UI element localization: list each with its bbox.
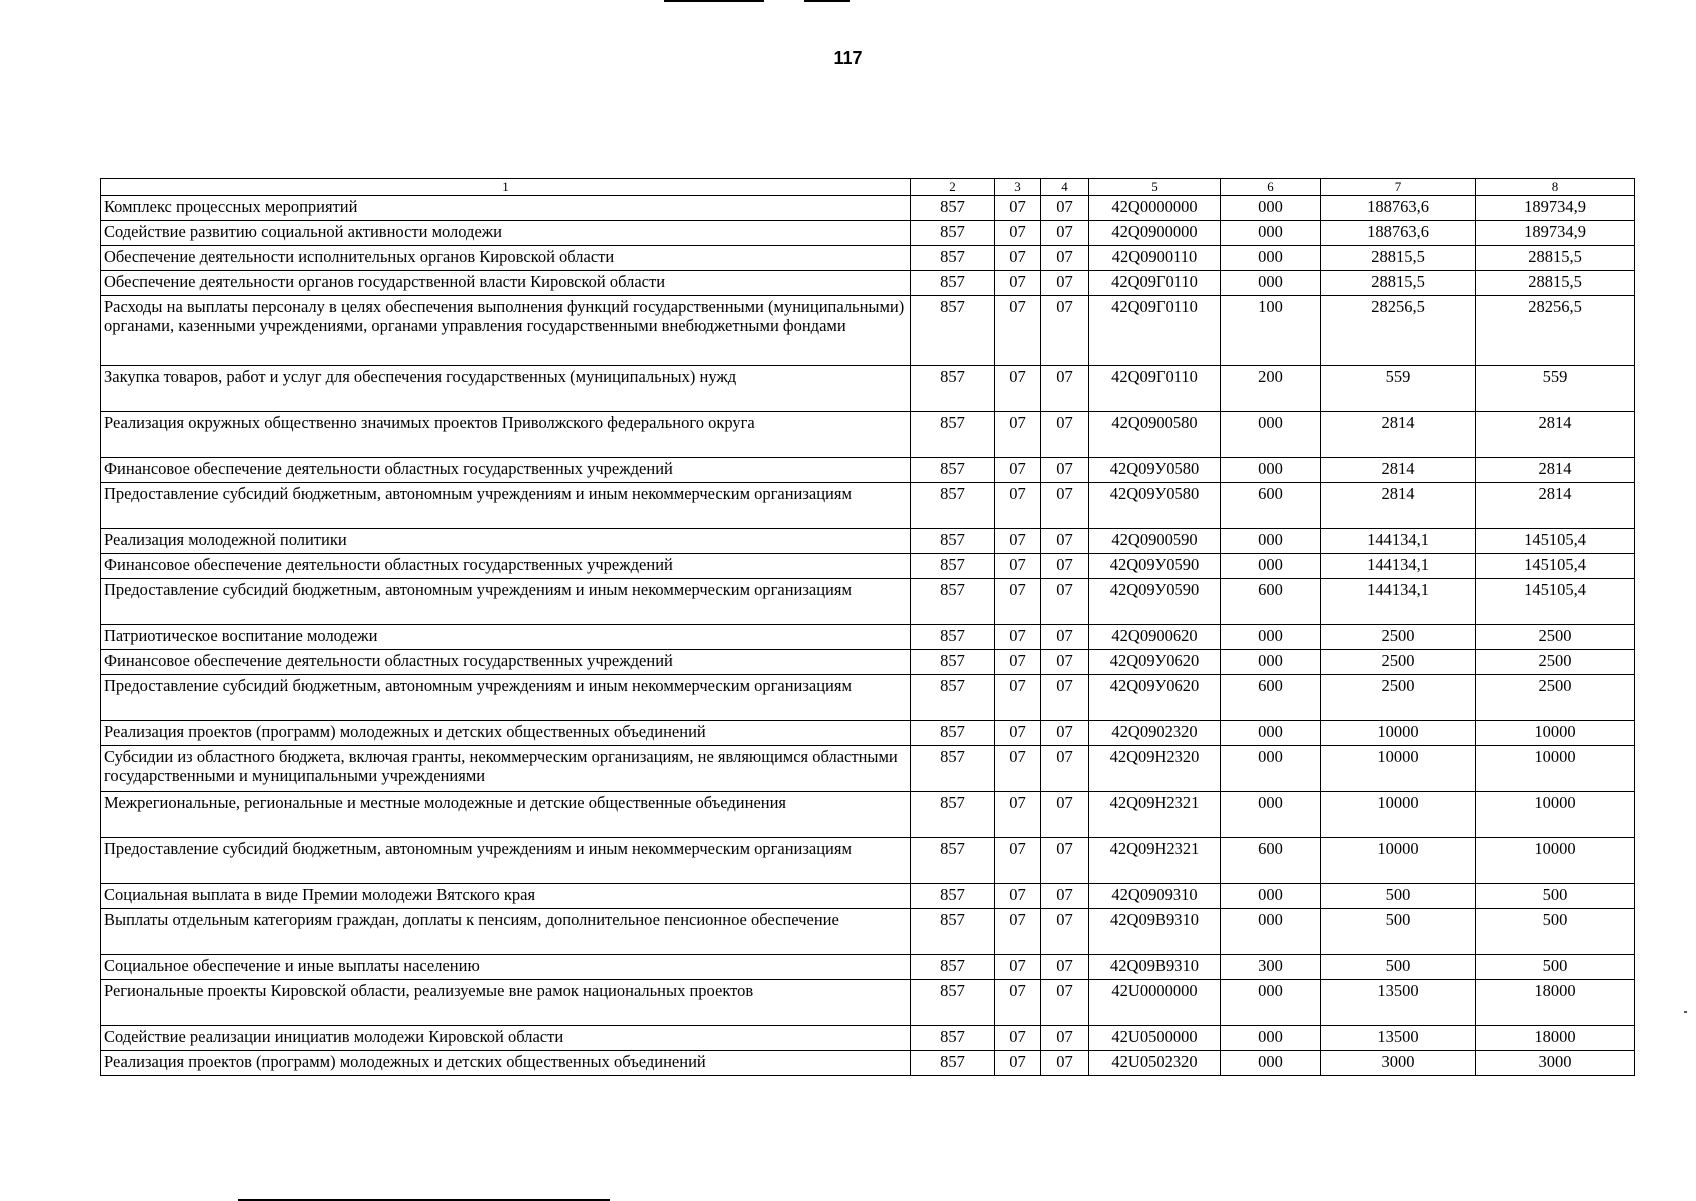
column-header: 6 <box>1221 179 1321 196</box>
column-header: 3 <box>995 179 1041 196</box>
cell-col-4: 07 <box>1041 1026 1089 1051</box>
cell-col-5: 42Q09У0580 <box>1089 483 1221 529</box>
top-scan-mark <box>804 0 850 2</box>
cell-col-5: 42Q09У0580 <box>1089 458 1221 483</box>
cell-col-6: 600 <box>1221 675 1321 721</box>
cell-col-4: 07 <box>1041 884 1089 909</box>
cell-col-4: 07 <box>1041 650 1089 675</box>
cell-col-6: 000 <box>1221 721 1321 746</box>
cell-col-8: 500 <box>1476 909 1635 955</box>
cell-col-3: 07 <box>995 746 1041 792</box>
cell-col-5: 42Q09У0590 <box>1089 579 1221 625</box>
table-row <box>101 838 1635 884</box>
cell-col-4: 07 <box>1041 296 1089 366</box>
cell-col-6: 000 <box>1221 458 1321 483</box>
table-row <box>101 721 1635 746</box>
row-name-cell: Социальная выплата в виде Премии молодежи Вятского края <box>101 884 911 909</box>
cell-col-8: 2814 <box>1476 483 1635 529</box>
column-header: 7 <box>1321 179 1476 196</box>
cell-col-4: 07 <box>1041 366 1089 412</box>
cell-col-7: 10000 <box>1321 792 1476 838</box>
row-name-cell: Реализация окружных общественно значимых проектов Приволжского федерального округа <box>101 412 911 458</box>
cell-col-4: 07 <box>1041 554 1089 579</box>
cell-col-2: 857 <box>911 296 995 366</box>
cell-col-5: 42Q0900110 <box>1089 246 1221 271</box>
cell-col-7: 2814 <box>1321 458 1476 483</box>
column-header: 1 <box>101 179 911 196</box>
cell-col-8: 28815,5 <box>1476 246 1635 271</box>
cell-col-7: 144134,1 <box>1321 579 1476 625</box>
table-row <box>101 296 1635 366</box>
cell-col-8: 18000 <box>1476 980 1635 1026</box>
cell-col-3: 07 <box>995 884 1041 909</box>
cell-col-8: 559 <box>1476 366 1635 412</box>
cell-col-7: 28256,5 <box>1321 296 1476 366</box>
row-name-cell: Предоставление субсидий бюджетным, автономным учреждениям и иным некоммерческим организациям <box>101 838 911 884</box>
row-name-cell: Обеспечение деятельности исполнительных органов Кировской области <box>101 246 911 271</box>
cell-col-4: 07 <box>1041 271 1089 296</box>
cell-col-6: 000 <box>1221 746 1321 792</box>
table-body <box>101 196 1635 1076</box>
page-number: 117 <box>833 48 863 68</box>
table-row <box>101 366 1635 412</box>
cell-col-2: 857 <box>911 483 995 529</box>
table-row <box>101 792 1635 838</box>
cell-col-3: 07 <box>995 838 1041 884</box>
cell-col-7: 559 <box>1321 366 1476 412</box>
cell-col-8: 145105,4 <box>1476 579 1635 625</box>
cell-col-5: 42Q09У0620 <box>1089 675 1221 721</box>
cell-col-4: 07 <box>1041 529 1089 554</box>
cell-col-2: 857 <box>911 838 995 884</box>
cell-col-3: 07 <box>995 412 1041 458</box>
row-name-cell: Предоставление субсидий бюджетным, автономным учреждениям и иным некоммерческим организациям <box>101 483 911 529</box>
column-header: 8 <box>1476 179 1635 196</box>
cell-col-5: 42Q0000000 <box>1089 196 1221 221</box>
cell-col-2: 857 <box>911 650 995 675</box>
row-name-cell: Расходы на выплаты персоналу в целях обеспечения выполнения функций государственными (муниципальными) органами, казенными учреждениями, органами управления государственными внебюджетными фондами <box>101 296 911 366</box>
cell-col-7: 500 <box>1321 884 1476 909</box>
cell-col-4: 07 <box>1041 625 1089 650</box>
row-name-cell: Закупка товаров, работ и услуг для обеспечения государственных (муниципальных) нужд <box>101 366 911 412</box>
cell-col-4: 07 <box>1041 221 1089 246</box>
table-row <box>101 271 1635 296</box>
table-row <box>101 955 1635 980</box>
cell-col-2: 857 <box>911 675 995 721</box>
row-name-cell: Предоставление субсидий бюджетным, автономным учреждениям и иным некоммерческим организациям <box>101 579 911 625</box>
cell-col-2: 857 <box>911 554 995 579</box>
cell-col-8: 145105,4 <box>1476 529 1635 554</box>
cell-col-5: 42Q09В9310 <box>1089 909 1221 955</box>
cell-col-8: 2814 <box>1476 458 1635 483</box>
cell-col-3: 07 <box>995 296 1041 366</box>
cell-col-2: 857 <box>911 412 995 458</box>
row-name-cell: Патриотическое воспитание молодежи <box>101 625 911 650</box>
cell-col-2: 857 <box>911 746 995 792</box>
cell-col-7: 2500 <box>1321 650 1476 675</box>
cell-col-6: 000 <box>1221 1026 1321 1051</box>
table-row <box>101 196 1635 221</box>
cell-col-6: 200 <box>1221 366 1321 412</box>
row-name-cell: Реализация молодежной политики <box>101 529 911 554</box>
cell-col-4: 07 <box>1041 746 1089 792</box>
table-row <box>101 246 1635 271</box>
row-name-cell: Социальное обеспечение и иные выплаты населению <box>101 955 911 980</box>
cell-col-3: 07 <box>995 1026 1041 1051</box>
cell-col-4: 07 <box>1041 1051 1089 1076</box>
cell-col-8: 3000 <box>1476 1051 1635 1076</box>
cell-col-4: 07 <box>1041 721 1089 746</box>
cell-col-4: 07 <box>1041 792 1089 838</box>
cell-col-4: 07 <box>1041 246 1089 271</box>
cell-col-7: 144134,1 <box>1321 529 1476 554</box>
budget-table <box>100 178 1635 1076</box>
cell-col-8: 2500 <box>1476 650 1635 675</box>
cell-col-6: 000 <box>1221 792 1321 838</box>
cell-col-5: 42Q0900580 <box>1089 412 1221 458</box>
cell-col-7: 188763,6 <box>1321 196 1476 221</box>
table-row <box>101 1026 1635 1051</box>
cell-col-2: 857 <box>911 721 995 746</box>
cell-col-2: 857 <box>911 884 995 909</box>
cell-col-4: 07 <box>1041 483 1089 529</box>
cell-col-5: 42Q09Г0110 <box>1089 296 1221 366</box>
cell-col-3: 07 <box>995 980 1041 1026</box>
row-name-cell: Предоставление субсидий бюджетным, автономным учреждениям и иным некоммерческим организациям <box>101 675 911 721</box>
table-row <box>101 483 1635 529</box>
row-name-cell: Межрегиональные, региональные и местные молодежные и детские общественные объединения <box>101 792 911 838</box>
top-scan-mark <box>664 0 764 2</box>
cell-col-5: 42Q09У0590 <box>1089 554 1221 579</box>
cell-col-8: 2500 <box>1476 675 1635 721</box>
cell-col-7: 144134,1 <box>1321 554 1476 579</box>
table-row <box>101 909 1635 955</box>
cell-col-7: 2814 <box>1321 483 1476 529</box>
cell-col-5: 42Q09У0620 <box>1089 650 1221 675</box>
cell-col-2: 857 <box>911 246 995 271</box>
row-name-cell: Комплекс процессных мероприятий <box>101 196 911 221</box>
cell-col-3: 07 <box>995 483 1041 529</box>
cell-col-2: 857 <box>911 980 995 1026</box>
column-header: 5 <box>1089 179 1221 196</box>
cell-col-2: 857 <box>911 909 995 955</box>
cell-col-6: 000 <box>1221 625 1321 650</box>
cell-col-7: 2500 <box>1321 675 1476 721</box>
cell-col-2: 857 <box>911 625 995 650</box>
cell-col-8: 10000 <box>1476 792 1635 838</box>
cell-col-6: 000 <box>1221 909 1321 955</box>
cell-col-3: 07 <box>995 625 1041 650</box>
cell-col-5: 42Q09Н2321 <box>1089 838 1221 884</box>
cell-col-4: 07 <box>1041 838 1089 884</box>
cell-col-4: 07 <box>1041 675 1089 721</box>
table-row <box>101 675 1635 721</box>
cell-col-3: 07 <box>995 1051 1041 1076</box>
cell-col-7: 500 <box>1321 909 1476 955</box>
cell-col-7: 3000 <box>1321 1051 1476 1076</box>
cell-col-2: 857 <box>911 196 995 221</box>
cell-col-3: 07 <box>995 246 1041 271</box>
cell-col-8: 10000 <box>1476 721 1635 746</box>
cell-col-8: 10000 <box>1476 746 1635 792</box>
cell-col-8: 2500 <box>1476 625 1635 650</box>
table-row <box>101 1051 1635 1076</box>
cell-col-8: 28256,5 <box>1476 296 1635 366</box>
table-row <box>101 221 1635 246</box>
row-name-cell: Содействие реализации инициатив молодежи Кировской области <box>101 1026 911 1051</box>
cell-col-7: 2814 <box>1321 412 1476 458</box>
cell-col-8: 2814 <box>1476 412 1635 458</box>
row-name-cell: Финансовое обеспечение деятельности областных государственных учреждений <box>101 458 911 483</box>
column-header: 4 <box>1041 179 1089 196</box>
cell-col-6: 600 <box>1221 483 1321 529</box>
cell-col-7: 500 <box>1321 955 1476 980</box>
table-row <box>101 529 1635 554</box>
cell-col-3: 07 <box>995 221 1041 246</box>
cell-col-2: 857 <box>911 955 995 980</box>
cell-col-5: 42Q09Г0110 <box>1089 366 1221 412</box>
cell-col-8: 500 <box>1476 884 1635 909</box>
cell-col-2: 857 <box>911 529 995 554</box>
cell-col-2: 857 <box>911 366 995 412</box>
cell-col-2: 857 <box>911 579 995 625</box>
cell-col-6: 000 <box>1221 884 1321 909</box>
cell-col-3: 07 <box>995 579 1041 625</box>
cell-col-6: 000 <box>1221 221 1321 246</box>
cell-col-3: 07 <box>995 554 1041 579</box>
table-row <box>101 458 1635 483</box>
cell-col-7: 10000 <box>1321 721 1476 746</box>
cell-col-6: 300 <box>1221 955 1321 980</box>
cell-col-5: 42U0500000 <box>1089 1026 1221 1051</box>
cell-col-2: 857 <box>911 221 995 246</box>
cell-col-6: 000 <box>1221 412 1321 458</box>
table-row <box>101 412 1635 458</box>
table-header-row <box>101 179 1635 196</box>
cell-col-2: 857 <box>911 1026 995 1051</box>
cell-col-5: 42Q0900000 <box>1089 221 1221 246</box>
cell-col-6: 000 <box>1221 554 1321 579</box>
table-row <box>101 746 1635 792</box>
cell-col-3: 07 <box>995 196 1041 221</box>
cell-col-7: 2500 <box>1321 625 1476 650</box>
cell-col-3: 07 <box>995 458 1041 483</box>
cell-col-3: 07 <box>995 650 1041 675</box>
cell-col-4: 07 <box>1041 196 1089 221</box>
cell-col-8: 10000 <box>1476 838 1635 884</box>
cell-col-5: 42U0502320 <box>1089 1051 1221 1076</box>
cell-col-4: 07 <box>1041 579 1089 625</box>
cell-col-4: 07 <box>1041 412 1089 458</box>
cell-col-6: 000 <box>1221 196 1321 221</box>
cell-col-8: 28815,5 <box>1476 271 1635 296</box>
cell-col-3: 07 <box>995 675 1041 721</box>
cell-col-2: 857 <box>911 271 995 296</box>
cell-col-3: 07 <box>995 529 1041 554</box>
table-row <box>101 650 1635 675</box>
row-name-cell: Финансовое обеспечение деятельности областных государственных учреждений <box>101 650 911 675</box>
table-row <box>101 554 1635 579</box>
cell-col-5: 42Q0902320 <box>1089 721 1221 746</box>
cell-col-8: 18000 <box>1476 1026 1635 1051</box>
row-name-cell: Обеспечение деятельности органов государственной власти Кировской области <box>101 271 911 296</box>
cell-col-4: 07 <box>1041 980 1089 1026</box>
cell-col-3: 07 <box>995 366 1041 412</box>
cell-col-3: 07 <box>995 721 1041 746</box>
table-row <box>101 579 1635 625</box>
table-row <box>101 980 1635 1026</box>
cell-col-7: 10000 <box>1321 746 1476 792</box>
cell-col-7: 10000 <box>1321 838 1476 884</box>
cell-col-6: 600 <box>1221 579 1321 625</box>
cell-col-7: 13500 <box>1321 980 1476 1026</box>
cell-col-7: 28815,5 <box>1321 271 1476 296</box>
cell-col-3: 07 <box>995 271 1041 296</box>
row-name-cell: Реализация проектов (программ) молодежных и детских общественных объединений <box>101 1051 911 1076</box>
row-name-cell: Субсидии из областного бюджета, включая гранты, некоммерческим организациям, не являющимся областными государственными и муниципальными учреждениями <box>101 746 911 792</box>
cell-col-5: 42Q09Н2320 <box>1089 746 1221 792</box>
cell-col-7: 28815,5 <box>1321 246 1476 271</box>
cell-col-5: 42Q09Г0110 <box>1089 271 1221 296</box>
cell-col-2: 857 <box>911 792 995 838</box>
cell-col-5: 42Q0900590 <box>1089 529 1221 554</box>
cell-col-6: 100 <box>1221 296 1321 366</box>
cell-col-6: 000 <box>1221 246 1321 271</box>
cell-col-5: 42Q09Н2321 <box>1089 792 1221 838</box>
row-name-cell: Содействие развитию социальной активности молодежи <box>101 221 911 246</box>
cell-col-8: 189734,9 <box>1476 221 1635 246</box>
cell-col-8: 145105,4 <box>1476 554 1635 579</box>
cell-col-4: 07 <box>1041 909 1089 955</box>
row-name-cell: Реализация проектов (программ) молодежных и детских общественных объединений <box>101 721 911 746</box>
cell-col-6: 600 <box>1221 838 1321 884</box>
cell-col-6: 000 <box>1221 650 1321 675</box>
table-row <box>101 884 1635 909</box>
cell-col-5: 42Q0900620 <box>1089 625 1221 650</box>
cell-col-8: 189734,9 <box>1476 196 1635 221</box>
cell-col-5: 42U0000000 <box>1089 980 1221 1026</box>
cell-col-8: 500 <box>1476 955 1635 980</box>
cell-col-7: 13500 <box>1321 1026 1476 1051</box>
row-name-cell: Выплаты отдельным категориям граждан, доплаты к пенсиям, дополнительное пенсионное обеспечение <box>101 909 911 955</box>
cell-col-7: 188763,6 <box>1321 221 1476 246</box>
cell-col-5: 42Q09В9310 <box>1089 955 1221 980</box>
row-name-cell: Финансовое обеспечение деятельности областных государственных учреждений <box>101 554 911 579</box>
cell-col-6: 000 <box>1221 529 1321 554</box>
margin-mark <box>1684 1011 1687 1013</box>
cell-col-6: 000 <box>1221 980 1321 1026</box>
cell-col-5: 42Q0909310 <box>1089 884 1221 909</box>
cell-col-3: 07 <box>995 955 1041 980</box>
cell-col-4: 07 <box>1041 955 1089 980</box>
cell-col-2: 857 <box>911 1051 995 1076</box>
row-name-cell: Региональные проекты Кировской области, реализуемые вне рамок национальных проектов <box>101 980 911 1026</box>
cell-col-3: 07 <box>995 792 1041 838</box>
cell-col-2: 857 <box>911 458 995 483</box>
cell-col-4: 07 <box>1041 458 1089 483</box>
cell-col-6: 000 <box>1221 271 1321 296</box>
table-row <box>101 625 1635 650</box>
cell-col-6: 000 <box>1221 1051 1321 1076</box>
column-header: 2 <box>911 179 995 196</box>
cell-col-3: 07 <box>995 909 1041 955</box>
